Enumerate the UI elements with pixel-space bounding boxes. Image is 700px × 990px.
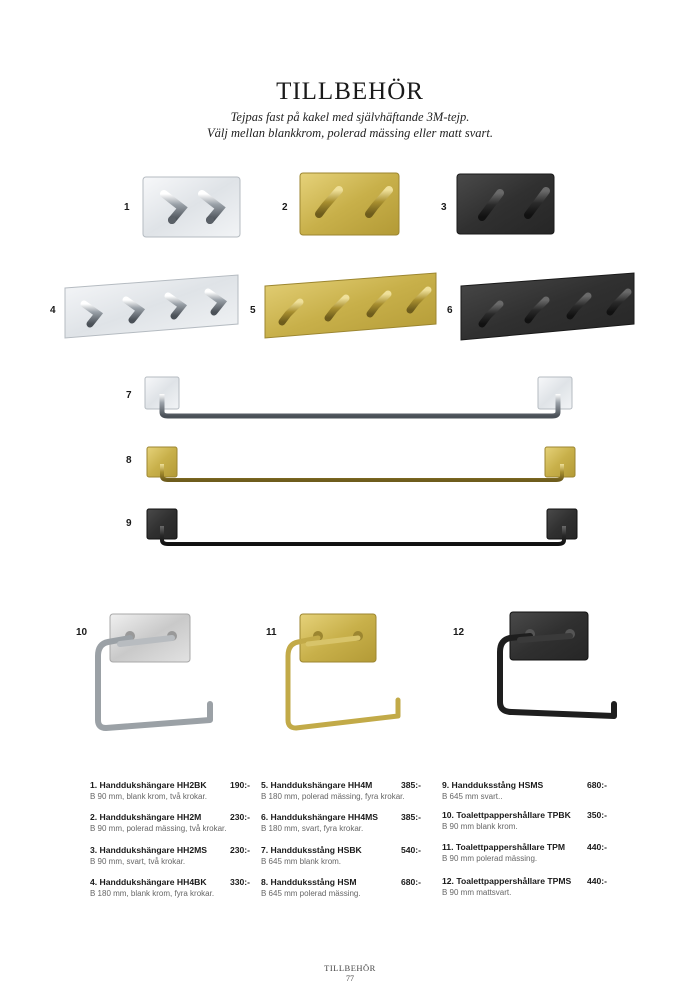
product-price: 230:-: [229, 845, 250, 855]
product-spec-3: [90, 845, 250, 867]
product-price: 385:-: [400, 812, 421, 822]
item-number-3: 3: [441, 202, 447, 213]
product-image-hh4m: [264, 272, 438, 340]
page-title: TILLBEHÖR: [276, 78, 424, 105]
item-number-7: 7: [126, 390, 132, 401]
subtitle-line-1: Tejpas fast på kakel med självhäftande 3M-tejp.: [230, 110, 470, 124]
product-price: 190:-: [229, 780, 250, 790]
product-price: 680:-: [586, 780, 607, 790]
product-image-tpm: [282, 612, 406, 734]
product-name: 4. Handdukshängare HH4BK: [90, 877, 207, 887]
product-description: B 90 mm polerad mässing.: [442, 854, 538, 863]
product-name: 3. Handdukshängare HH2MS: [90, 845, 207, 855]
product-image-hsms: [146, 508, 580, 550]
product-name: 7. Handduksstång HSBK: [261, 845, 362, 855]
product-image-tpms: [494, 610, 620, 726]
page-number: 77: [346, 974, 354, 983]
product-image-tpbk: [92, 612, 224, 734]
product-price: 540:-: [400, 845, 421, 855]
product-name: 8. Handduksstång HSM: [261, 877, 357, 887]
product-description: B 90 mm blank krom.: [442, 822, 518, 831]
product-name: 11. Toalettpappershållare TPM: [442, 842, 566, 852]
product-name: 1. Handdukshängare HH2BK: [90, 780, 207, 790]
product-name: 5. Handdukshängare HH4M: [261, 780, 373, 790]
footer-section-title: TILLBEHÖR: [324, 963, 376, 973]
item-number-9: 9: [126, 518, 132, 529]
item-number-8: 8: [126, 455, 132, 466]
product-name: 9. Handduksstång HSMS: [442, 780, 544, 790]
product-name: 2. Handdukshängare HH2M: [90, 812, 202, 822]
product-description: B 645 mm blank krom.: [261, 857, 342, 866]
item-number-1: 1: [124, 202, 130, 213]
product-description: B 90 mm, polerad mässing, två krokar.: [90, 824, 227, 833]
item-number-2: 2: [282, 202, 288, 213]
product-price: 440:-: [586, 842, 607, 852]
product-spec-4: [90, 877, 250, 899]
product-description: B 90 mm, blank krom, två krokar.: [90, 792, 207, 801]
product-image-hh4ms: [460, 272, 636, 342]
product-price: 680:-: [400, 877, 421, 887]
product-name: 10. Toalettpappershållare TPBK: [442, 810, 571, 820]
product-image-hsm: [146, 446, 578, 486]
product-description: B 90 mm, svart, två krokar.: [90, 857, 186, 866]
product-spec-8: [261, 877, 421, 899]
product-price: 350:-: [586, 810, 607, 820]
product-description: B 180 mm, polerad mässing, fyra krokar.: [261, 792, 405, 801]
subtitle-line-2: Välj mellan blankkrom, polerad mässing eller matt svart.: [207, 126, 493, 140]
product-image-hh2m: [299, 172, 401, 236]
product-description: B 90 mm mattsvart.: [442, 888, 512, 897]
product-spec-10: [442, 810, 607, 832]
product-image-hh2ms: [456, 173, 556, 235]
product-name: 12. Toalettpappershållare TPMS: [442, 876, 572, 886]
item-number-4: 4: [50, 305, 56, 316]
product-price: 230:-: [229, 812, 250, 822]
product-image-hh4bk: [64, 274, 239, 340]
product-spec-9: [442, 780, 607, 802]
item-number-6: 6: [447, 305, 453, 316]
product-name: 6. Handdukshängare HH4MS: [261, 812, 378, 822]
product-price: 385:-: [400, 780, 421, 790]
product-description: B 645 mm polerad mässing.: [261, 889, 361, 898]
product-image-hsbk: [144, 376, 574, 422]
item-number-11: 11: [266, 627, 277, 638]
product-spec-11: [442, 842, 607, 864]
product-image-hh2bk: [142, 176, 242, 238]
product-spec-2: [90, 812, 250, 834]
item-number-12: 12: [453, 627, 465, 638]
product-spec-7: [261, 845, 421, 867]
product-price: 440:-: [586, 876, 607, 886]
product-spec-5: [261, 780, 421, 802]
product-spec-6: [261, 812, 421, 834]
item-number-5: 5: [250, 305, 256, 316]
product-description: B 180 mm, blank krom, fyra krokar.: [90, 889, 215, 898]
product-spec-12: [442, 876, 607, 898]
item-number-10: 10: [76, 627, 88, 638]
product-description: B 180 mm, svart, fyra krokar.: [261, 824, 364, 833]
product-description: B 645 mm svart..: [442, 792, 503, 801]
product-price: 330:-: [229, 877, 250, 887]
product-spec-1: [90, 780, 250, 802]
